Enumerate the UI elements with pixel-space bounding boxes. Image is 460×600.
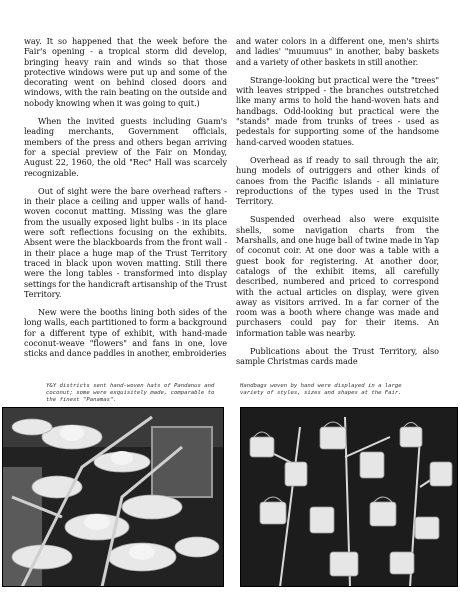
left-text-column [24, 36, 227, 367]
photo-woven-handbags [240, 407, 458, 587]
paragraph: Suspended overhead also were exquisite shells, some navigation charts from the Marshalls, and one huge ball of twine made in Yap of coconut coir. At one door was a table with a guest book for registering. At another door, catalogs of the exhibit items, all carefully described, numbered and priced to correspond with the actual articles on display, were given away as visitors arrived. In a far corner of the room was a booth where change was made and purchasers could pay for their items. An information table was nearby. [236, 214, 439, 338]
handbags-photo-image [240, 407, 458, 587]
paragraph: Overhead as if ready to sail through the air, hung models of outriggers and other kinds of canoes from the Pacific islands - all miniature reproductions of the types used in the Trust Territory. [236, 154, 439, 207]
hats-photo-image [2, 407, 224, 587]
caption-hats: Y&Y districts sent hand-woven hats of Pandanus and coconut; some were exquisitely made, comparable to the finest "Panamas". [46, 383, 215, 403]
paragraph: and water colors in a different one, men's shirts and ladies' "muumuus" in another, baby baskets and a variety of other baskets in still another. [236, 36, 439, 67]
caption-handbags: Handbags woven by hand were displayed in a large variety of styles, sizes and shapes at the Fair. [240, 383, 402, 396]
paragraph: When the invited guests including Guam's leading merchants, Government officials, members of the press and others began arriving for a special preview of the Fair on Monday, August 22, 1960, the old "Rec" Hall was scarcely recognizable. [24, 116, 227, 178]
paragraph: New were the booths lining both sides of the long walls, each partitioned to form a background for a different type of exhibit, with hand-made coconut-weave "flowers" and fans in one, love sticks and dance paddles in another, embroideries [24, 307, 227, 359]
paragraph: Out of sight were the bare overhead rafters - in their place a ceiling and upper walls of hand-woven coconut matting. Missing was the glare from the usually exposed light bulbs - in its place were soft reflections focusing on the exhibits. Absent were the blackboards from the front wall - in their place a huge map of the Trust Territory traced in black upon woven matting. Still there were the long tables - transformed into display settings for the handicraft artisanship of the Trust Territory. [24, 185, 227, 299]
paragraph: way. It so happened that the week before the Fair's opening - a tropical storm did develop, bringing heavy rain and winds so that those protective windows were put up and some of the decorating went on behind closed doors and windows, with the rain beating on the outside and nobody knowing when it was going to quit.) [24, 36, 227, 108]
photo-woven-hats [2, 407, 224, 587]
paragraph: Publications about the Trust Territory, also sample Christmas cards made [236, 346, 439, 367]
right-text-column [236, 36, 439, 375]
paragraph: Strange-looking but practical were the "trees" with leaves stripped - the branches outstretched like many arms to hold the hand-woven hats and handbags. Odd-looking but practical were the "stands" made from trunks of trees - used as pedestals for supporting some of the handsome hand-carved wooden statues. [236, 74, 439, 147]
photo-captions [0, 383, 460, 403]
